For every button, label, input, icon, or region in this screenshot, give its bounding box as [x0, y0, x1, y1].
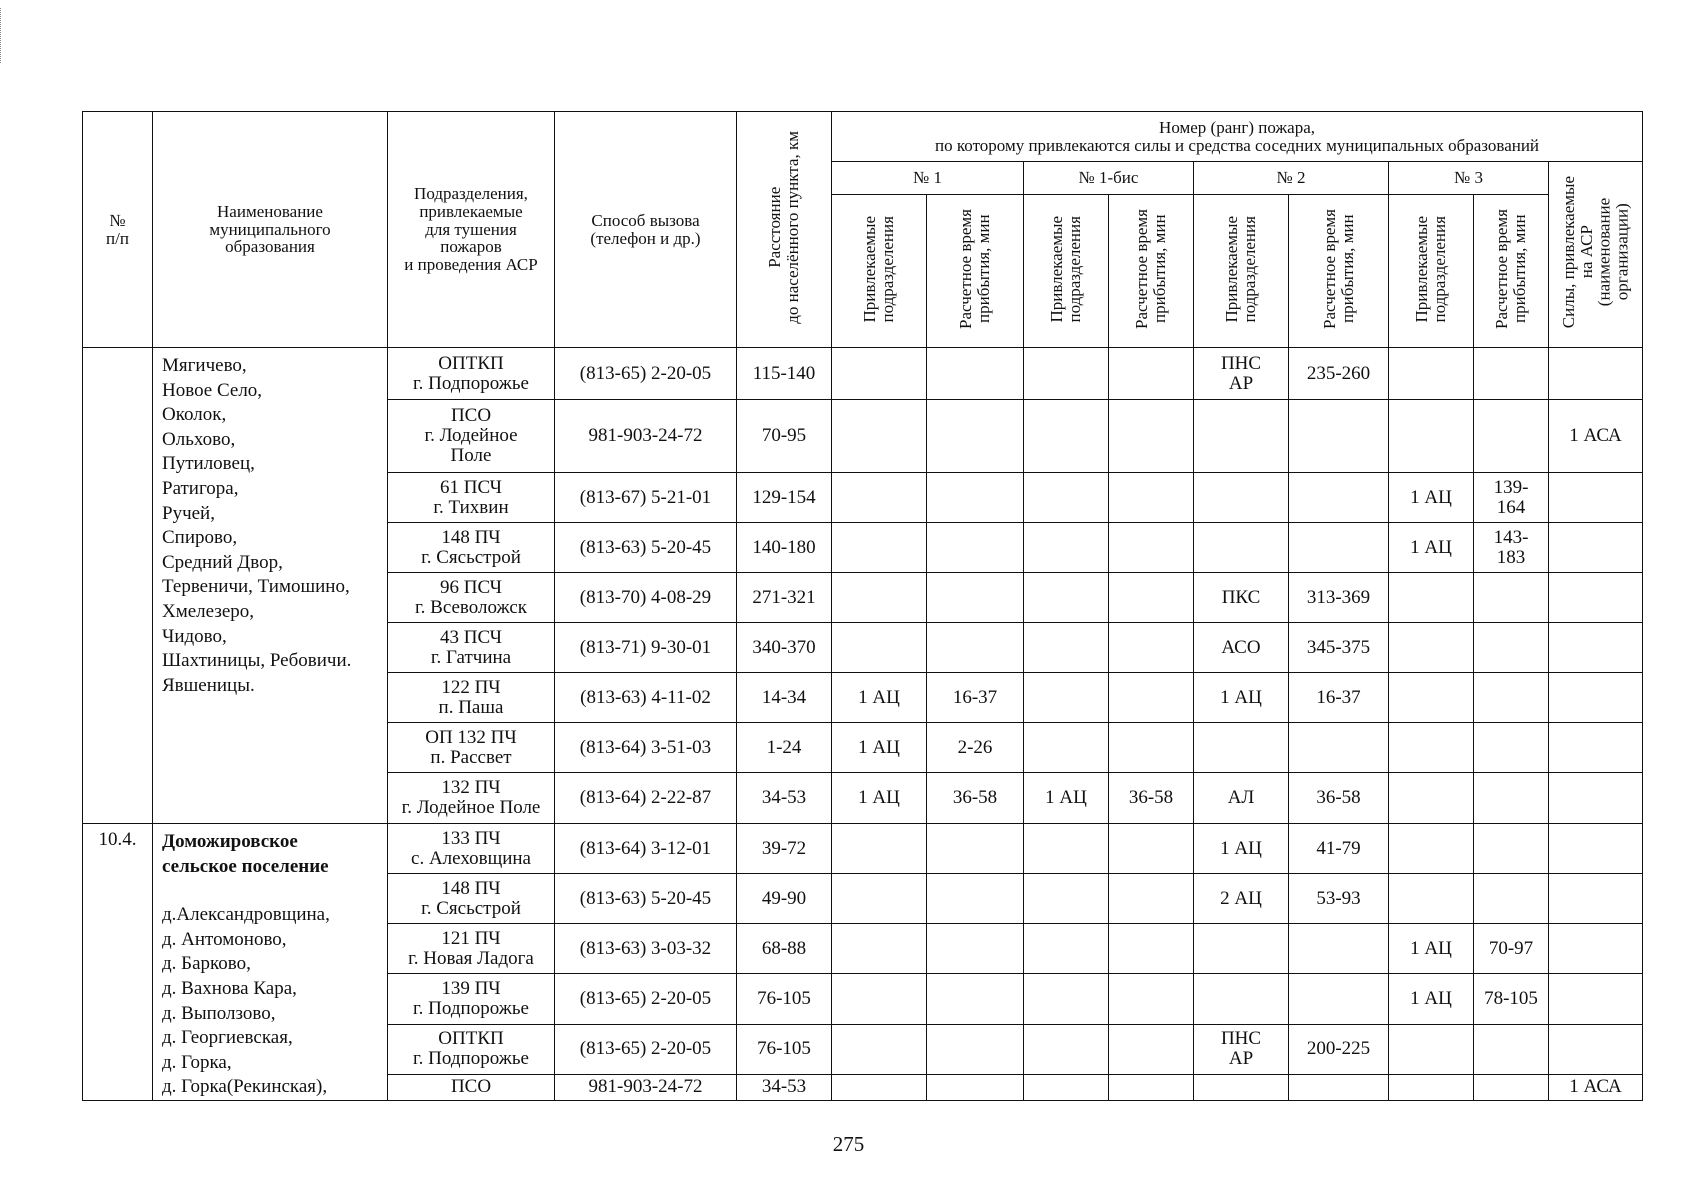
sub-time-label: Расчетное время прибытия, мин [1319, 209, 1357, 330]
distance-cell: 76-105 [737, 974, 832, 1024]
phone-cell: (813-64) 2-22-87 [555, 773, 737, 824]
rank-1bis-units-cell [1024, 473, 1109, 523]
phone-cell: (813-64) 3-51-03 [555, 723, 737, 773]
rank-3-units-cell: 1 АЦ [1389, 924, 1474, 974]
asr-cell [1549, 1024, 1643, 1074]
rank-2-units-cell [1194, 924, 1289, 974]
header-rank-3-units [1389, 195, 1474, 348]
phone-cell: (813-63) 4-11-02 [555, 673, 737, 723]
unit-cell: ОПТКП г. Подпорожье [388, 348, 555, 400]
phone-cell: (813-63) 3-03-32 [555, 924, 737, 974]
rank-2-units-cell: АЛ [1194, 773, 1289, 824]
page-number: 275 [832, 1132, 865, 1156]
rank-2-time-cell [1289, 400, 1389, 473]
header-rank-1bis: № 1-бис [1024, 162, 1194, 195]
rank-3-units-cell [1389, 673, 1474, 723]
rank-1bis-time-cell [1109, 874, 1194, 924]
rank-1-time-cell [927, 573, 1024, 623]
rank-2-units-cell: ПКС [1194, 573, 1289, 623]
sub-time-label: Расчетное время прибытия, мин [1132, 209, 1169, 330]
rank-2-units-cell: АСО [1194, 623, 1289, 673]
rank-2-units-cell: 1 АЦ [1194, 673, 1289, 723]
rank-1-units-cell [832, 473, 927, 523]
rank-2-units-cell: ПНС АР [1194, 348, 1289, 400]
rank-1bis-units-cell [1024, 723, 1109, 773]
rank-1bis-time-cell [1109, 623, 1194, 673]
rank-1-units-cell: 1 АЦ [832, 723, 927, 773]
asr-cell [1549, 723, 1643, 773]
rank-3-time-cell [1474, 874, 1549, 924]
rank-1bis-units-cell [1024, 523, 1109, 573]
header-municipality: Наименование муниципального образования [153, 112, 388, 348]
rank-3-units-cell [1389, 773, 1474, 824]
rank-3-time-cell: 78-105 [1474, 974, 1549, 1024]
unit-cell: 148 ПЧ г. Сясьстрой [388, 523, 555, 573]
rank-1bis-time-cell: 36-58 [1109, 773, 1194, 824]
rank-1-time-cell [927, 974, 1024, 1024]
rank-3-units-cell: 1 АЦ [1389, 473, 1474, 523]
rank-3-time-cell: 70-97 [1474, 924, 1549, 974]
distance-cell: 39-72 [737, 824, 832, 874]
rank-3-time-cell [1474, 1024, 1549, 1074]
header-rank-1: № 1 [832, 162, 1024, 195]
rank-1-units-cell [832, 874, 927, 924]
rank-3-units-cell [1389, 874, 1474, 924]
rank-1bis-time-cell [1109, 348, 1194, 400]
rank-1bis-units-cell [1024, 974, 1109, 1024]
rank-1bis-time-cell [1109, 824, 1194, 874]
rank-3-time-cell [1474, 673, 1549, 723]
unit-cell: 132 ПЧ г. Лодейное Поле [388, 773, 555, 824]
rank-2-time-cell [1289, 523, 1389, 573]
asr-cell [1549, 824, 1643, 874]
distance-cell: 34-53 [737, 773, 832, 824]
unit-cell: 61 ПСЧ г. Тихвин [388, 473, 555, 523]
header-rank-2-time [1289, 195, 1389, 348]
header-rank-1-units [832, 195, 927, 348]
rank-1-units-cell [832, 824, 927, 874]
section-2-body [83, 824, 1643, 1101]
rank-1bis-time-cell [1109, 523, 1194, 573]
header-fire-rank-group: Номер (ранг) пожара, по которому привлекаются силы и средства соседних муниципальных образований [832, 112, 1643, 162]
unit-cell: 148 ПЧ г. Сясьстрой [388, 874, 555, 924]
table-header [83, 112, 1643, 348]
rank-1bis-time-cell [1109, 924, 1194, 974]
rank-1bis-units-cell [1024, 874, 1109, 924]
header-rank-1-time [927, 195, 1024, 348]
rank-1-time-cell: 2-26 [927, 723, 1024, 773]
rank-1-units-cell [832, 400, 927, 473]
header-rank-1bis-units [1024, 195, 1109, 348]
distance-cell: 76-105 [737, 1024, 832, 1074]
sub-units-label: Привлекаемые подразделения [1222, 215, 1259, 323]
rank-1bis-units-cell [1024, 573, 1109, 623]
rank-3-units-cell [1389, 723, 1474, 773]
rank-2-units-cell [1194, 473, 1289, 523]
distance-cell: 140-180 [737, 523, 832, 573]
rank-1bis-units-cell [1024, 924, 1109, 974]
locality-list: Мягичево, Новое Село, Околок, Ольхово, Путиловец, Ратигора, Ручей, Спирово, Средний Двор, Тервеничи, Тимошино, Хмелезеро, Чидово, Шахтиницы, Ребовичи. Явшеницы. [162, 355, 352, 696]
phone-cell: (813-67) 5-21-01 [555, 473, 737, 523]
unit-cell: 122 ПЧ п. Паша [388, 673, 555, 723]
rank-1-time-cell [927, 874, 1024, 924]
rank-2-time-cell [1289, 974, 1389, 1024]
municipality-title: Доможировское сельское поселение [162, 831, 329, 877]
rank-2-time-cell: 235-260 [1289, 348, 1389, 400]
rank-1-time-cell: 36-58 [927, 773, 1024, 824]
rank-1-units-cell [832, 1074, 927, 1100]
rank-1bis-units-cell [1024, 1024, 1109, 1074]
rank-1bis-units-cell [1024, 623, 1109, 673]
rank-2-units-cell [1194, 723, 1289, 773]
rank-2-time-cell: 200-225 [1289, 1024, 1389, 1074]
unit-cell: 43 ПСЧ г. Гатчина [388, 623, 555, 673]
rank-2-time-cell: 313-369 [1289, 573, 1389, 623]
distance-cell: 14-34 [737, 673, 832, 723]
rank-3-units-cell [1389, 824, 1474, 874]
phone-cell: (813-65) 2-20-05 [555, 974, 737, 1024]
rank-1bis-time-cell [1109, 673, 1194, 723]
rank-1-time-cell [927, 824, 1024, 874]
sub-units-label: Привлекаемые подразделения [1412, 215, 1449, 323]
rank-2-units-cell [1194, 523, 1289, 573]
header-rank-2-units [1194, 195, 1289, 348]
rank-1-time-cell: 16-37 [927, 673, 1024, 723]
distance-cell: 115-140 [737, 348, 832, 400]
section-1-body [83, 348, 1643, 824]
municipality-cell [153, 824, 388, 1101]
header-asr-label: Силы, привлекаемые на АСР (наименование организации) [1558, 176, 1632, 329]
phone-cell: (813-70) 4-08-29 [555, 573, 737, 623]
scan-edge-marks [0, 8, 4, 63]
rank-3-time-cell [1474, 623, 1549, 673]
distance-cell: 68-88 [737, 924, 832, 974]
asr-cell [1549, 874, 1643, 924]
phone-cell: (813-65) 2-20-05 [555, 1024, 737, 1074]
rank-1-units-cell: 1 АЦ [832, 773, 927, 824]
unit-cell: ПСО [388, 1074, 555, 1100]
header-rank-3-time [1474, 195, 1549, 348]
rank-3-time-cell [1474, 400, 1549, 473]
rank-1-units-cell [832, 924, 927, 974]
header-call-method: Способ вызова (телефон и др.) [555, 112, 737, 348]
rank-3-time-cell: 139- 164 [1474, 473, 1549, 523]
rank-1-units-cell [832, 1024, 927, 1074]
distance-cell: 49-90 [737, 874, 832, 924]
rank-1-time-cell [927, 348, 1024, 400]
rank-3-time-cell [1474, 824, 1549, 874]
rank-3-time-cell [1474, 348, 1549, 400]
row-number-cell [83, 348, 153, 824]
distance-cell: 129-154 [737, 473, 832, 523]
asr-cell [1549, 573, 1643, 623]
asr-cell [1549, 473, 1643, 523]
rank-2-units-cell [1194, 400, 1289, 473]
header-rank-3: № 3 [1389, 162, 1549, 195]
distance-cell: 70-95 [737, 400, 832, 473]
rank-2-units-cell: 2 АЦ [1194, 874, 1289, 924]
phone-cell: (813-65) 2-20-05 [555, 348, 737, 400]
sub-units-label: Привлекаемые подразделения [860, 215, 897, 323]
unit-cell: ОП 132 ПЧ п. Рассвет [388, 723, 555, 773]
rank-2-units-cell [1194, 974, 1289, 1024]
asr-cell: 1 АСА [1549, 400, 1643, 473]
rank-3-units-cell [1389, 1024, 1474, 1074]
rank-1-units-cell [832, 623, 927, 673]
rank-2-time-cell: 53-93 [1289, 874, 1389, 924]
rank-2-time-cell: 36-58 [1289, 773, 1389, 824]
unit-cell: ОПТКП г. Подпорожье [388, 1024, 555, 1074]
distance-cell: 340-370 [737, 623, 832, 673]
unit-cell: ПСО г. Лодейное Поле [388, 400, 555, 473]
header-distance [737, 112, 832, 348]
header-rank-2: № 2 [1194, 162, 1389, 195]
rank-1-time-cell [927, 473, 1024, 523]
rank-1-time-cell [927, 623, 1024, 673]
rank-1-units-cell: 1 АЦ [832, 673, 927, 723]
phone-cell: 981-903-24-72 [555, 400, 737, 473]
rank-1-time-cell [927, 523, 1024, 573]
unit-cell: 139 ПЧ г. Подпорожье [388, 974, 555, 1024]
asr-cell: 1 АСА [1549, 1074, 1643, 1100]
asr-cell [1549, 623, 1643, 673]
rank-2-time-cell [1289, 473, 1389, 523]
row-number-cell: 10.4. [83, 824, 153, 1101]
unit-cell: 121 ПЧ г. Новая Ладога [388, 924, 555, 974]
phone-cell: (813-63) 5-20-45 [555, 523, 737, 573]
distance-cell: 1-24 [737, 723, 832, 773]
rank-1-units-cell [832, 348, 927, 400]
distance-cell: 34-53 [737, 1074, 832, 1100]
rank-1-time-cell [927, 1024, 1024, 1074]
rank-1bis-units-cell [1024, 348, 1109, 400]
rank-2-units-cell: ПНС АР [1194, 1024, 1289, 1074]
fire-forces-table [82, 111, 1643, 1101]
rank-1bis-time-cell [1109, 1074, 1194, 1100]
rank-3-units-cell: 1 АЦ [1389, 974, 1474, 1024]
unit-cell: 96 ПСЧ г. Всеволожск [388, 573, 555, 623]
rank-3-units-cell [1389, 348, 1474, 400]
rank-2-units-cell [1194, 1074, 1289, 1100]
rank-1bis-units-cell [1024, 1074, 1109, 1100]
rank-1bis-time-cell [1109, 573, 1194, 623]
phone-cell: (813-64) 3-12-01 [555, 824, 737, 874]
header-asr [1549, 162, 1643, 348]
rank-1-time-cell [927, 1074, 1024, 1100]
rank-1bis-time-cell [1109, 974, 1194, 1024]
header-rank-1bis-time [1109, 195, 1194, 348]
sub-time-label: Расчетное время прибытия, мин [1492, 209, 1529, 330]
rank-1bis-time-cell [1109, 400, 1194, 473]
rank-3-time-cell [1474, 773, 1549, 824]
asr-cell [1549, 523, 1643, 573]
phone-cell: (813-63) 5-20-45 [555, 874, 737, 924]
distance-cell: 271-321 [737, 573, 832, 623]
table-row [83, 348, 1643, 400]
rank-3-time-cell [1474, 723, 1549, 773]
rank-3-time-cell [1474, 1074, 1549, 1100]
rank-3-units-cell: 1 АЦ [1389, 523, 1474, 573]
sub-time-label: Расчетное время прибытия, мин [956, 209, 993, 330]
rank-1bis-units-cell [1024, 400, 1109, 473]
rank-2-units-cell: 1 АЦ [1194, 824, 1289, 874]
rank-3-time-cell [1474, 573, 1549, 623]
rank-1-units-cell [832, 974, 927, 1024]
table-row [83, 824, 1643, 874]
rank-2-time-cell [1289, 1074, 1389, 1100]
rank-3-time-cell: 143- 183 [1474, 523, 1549, 573]
rank-1bis-time-cell [1109, 723, 1194, 773]
unit-cell: 133 ПЧ с. Алеховщина [388, 824, 555, 874]
rank-3-units-cell [1389, 400, 1474, 473]
header-units: Подразделения, привлекаемые для тушения пожаров и проведения АСР [388, 112, 555, 348]
rank-2-time-cell: 345-375 [1289, 623, 1389, 673]
rank-1-time-cell [927, 400, 1024, 473]
asr-cell [1549, 673, 1643, 723]
header-number: № п/п [83, 112, 153, 348]
header-distance-label: Расстояние до населённого пункта, км [765, 131, 802, 324]
rank-1-time-cell [927, 924, 1024, 974]
asr-cell [1549, 924, 1643, 974]
rank-2-time-cell [1289, 924, 1389, 974]
rank-2-time-cell: 41-79 [1289, 824, 1389, 874]
rank-1bis-units-cell [1024, 824, 1109, 874]
phone-cell: 981-903-24-72 [555, 1074, 737, 1100]
phone-cell: (813-71) 9-30-01 [555, 623, 737, 673]
rank-3-units-cell [1389, 623, 1474, 673]
locality-list: д.Александровщина, д. Антомоново, д. Барково, д. Вахнова Кара, д. Выползово, д. Георгиевская, д. Горка, д. Горка(Рекинская), [162, 904, 330, 1098]
rank-1bis-units-cell: 1 АЦ [1024, 773, 1109, 824]
rank-1-units-cell [832, 573, 927, 623]
rank-1-units-cell [832, 523, 927, 573]
rank-1bis-time-cell [1109, 473, 1194, 523]
asr-cell [1549, 974, 1643, 1024]
rank-3-units-cell [1389, 1074, 1474, 1100]
rank-1bis-time-cell [1109, 1024, 1194, 1074]
asr-cell [1549, 773, 1643, 824]
rank-2-time-cell: 16-37 [1289, 673, 1389, 723]
asr-cell [1549, 348, 1643, 400]
rank-2-time-cell [1289, 723, 1389, 773]
rank-3-units-cell [1389, 573, 1474, 623]
rank-1bis-units-cell [1024, 673, 1109, 723]
municipality-cell [153, 348, 388, 824]
sub-units-label: Привлекаемые подразделения [1047, 215, 1084, 323]
